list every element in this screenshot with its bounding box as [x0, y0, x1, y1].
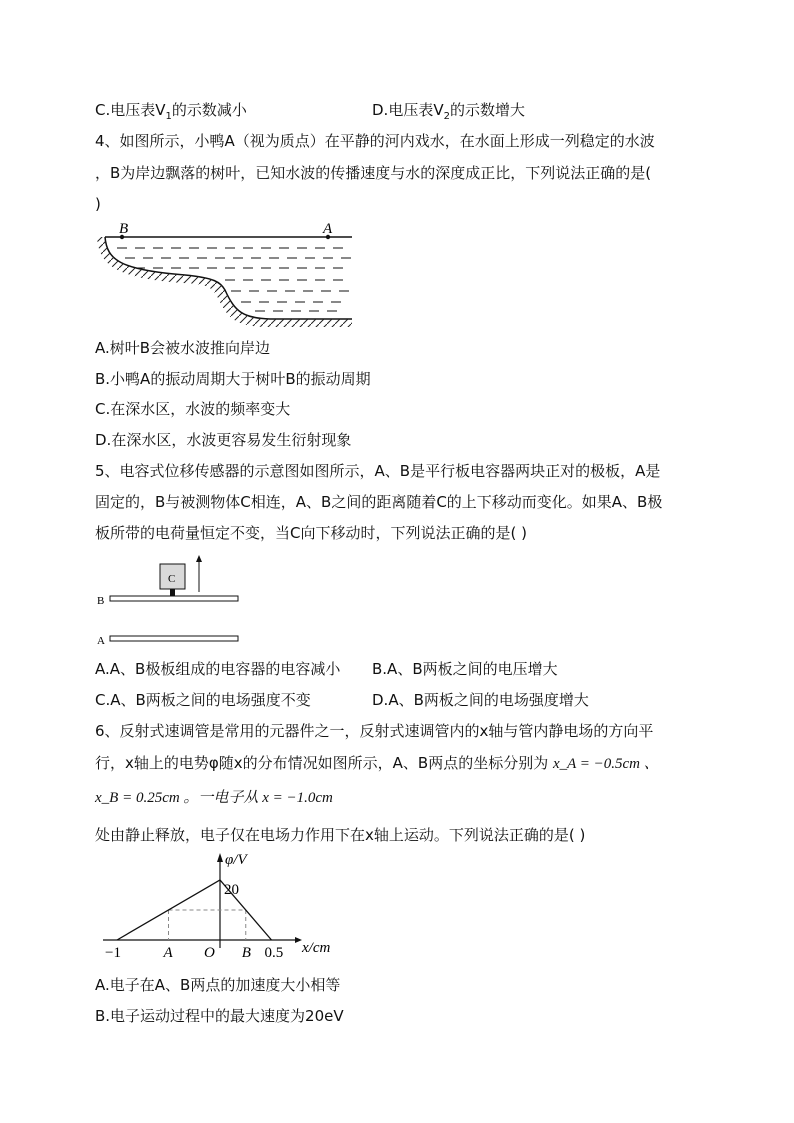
q6-stem-line1: 6、反射式速调管是常用的元器件之一，反射式速调管内的x轴与管内静电场的方向平	[95, 722, 654, 740]
q3-option-d-sub: 2	[443, 111, 450, 122]
label-a: A	[323, 221, 333, 237]
q3-option-c-tail: 的示数减小	[171, 101, 247, 119]
q5-stem-line3: 板所带的电荷量恒定不变，当C向下移动时，下列说法正确的是( )	[95, 524, 527, 542]
q6-stem-line2	[95, 753, 659, 774]
q5-stem-line2: 固定的，B与被测物体C相连，A、B之间的距离随着C的上下移动而变化。如果A、B极	[95, 493, 663, 511]
x-tick-a: A	[163, 945, 173, 960]
q5-capacitor-figure	[95, 552, 245, 647]
q6-stem-line3	[95, 787, 333, 808]
label-c: C	[168, 573, 176, 585]
q3-option-d-tail: 的示数增大	[449, 101, 525, 119]
q3-option-c	[95, 100, 247, 127]
q4-option-d: D.在深水区，水波更容易发生衍射现象	[95, 431, 352, 449]
q6-stem-line4: 处由静止释放，电子仅在电场力作用下在x轴上运动。下列说法正确的是( )	[95, 826, 586, 844]
q4-option-a: A.树叶B会被水波推向岸边	[95, 339, 271, 357]
q5-option-b: B.A、B两板之间的电压增大	[372, 660, 558, 678]
q6-stem-line2-text: 行，x轴上的电势φ随x的分布情况如图所示，A、B两点的坐标分别为	[95, 754, 553, 772]
x-axis-label: x/cm	[302, 940, 331, 956]
x-tick-b: B	[241, 945, 251, 960]
q4-stem-line3: )	[95, 195, 101, 213]
q6-option-b: B.电子运动过程中的最大速度为20eV	[95, 1007, 344, 1025]
x-tick-0-5: 0.5	[264, 945, 284, 960]
q4-option-c: C.在深水区，水波的频率变大	[95, 400, 291, 418]
label-plate-b: B	[97, 595, 105, 607]
q4-stem-line2: ，B为岸边飘落的树叶，已知水波的传播速度与水的深度成正比，下列说法正确的是(	[95, 164, 652, 182]
q3-option-d-text: D.电压表V	[372, 101, 444, 119]
x-tick-origin: O	[204, 945, 215, 960]
q6-potential-chart	[95, 848, 345, 960]
q3-option-c-text: C.电压表V	[95, 101, 166, 119]
q6-option-a: A.电子在A、B两点的加速度大小相等	[95, 976, 341, 994]
c-connector	[170, 589, 175, 596]
y-axis-arrow	[217, 853, 223, 862]
y-tick-20: 20	[224, 882, 239, 898]
q6-start-x: x = −1.0cm	[262, 790, 333, 806]
q6-coord-xb: x_B = 0.25cm 。一电子从	[95, 790, 263, 806]
q4-water-wave-figure	[95, 220, 360, 330]
potential-series-line	[117, 880, 272, 940]
y-axis-label: φ/V	[225, 852, 247, 868]
q4-stem-line1: 4、如图所示，小鸭A（视为质点）在平静的河内戏水，在水面上形成一列稳定的水波	[95, 132, 655, 150]
q3-option-d	[372, 100, 525, 127]
plate-a	[110, 636, 238, 641]
q5-option-d: D.A、B两板之间的电场强度增大	[372, 691, 589, 709]
plate-b	[110, 596, 238, 601]
label-plate-a: A	[97, 635, 105, 647]
q5-stem-line1: 5、电容式位移传感器的示意图如图所示，A、B是平行板电容器两块正对的极板，A是	[95, 462, 661, 480]
x-tick-minus1: −1	[105, 945, 121, 960]
q5-option-a: A.A、B极板组成的电容器的电容减小	[95, 660, 341, 678]
x-axis-arrow	[295, 937, 302, 943]
label-b: B	[119, 221, 129, 237]
q6-coord-xa: x_A = −0.5cm 、	[552, 756, 659, 772]
q5-option-c: C.A、B两板之间的电场强度不变	[95, 691, 311, 709]
q4-option-b: B.小鸭A的振动周期大于树叶B的振动周期	[95, 370, 371, 388]
q3-option-c-sub: 1	[165, 111, 172, 122]
